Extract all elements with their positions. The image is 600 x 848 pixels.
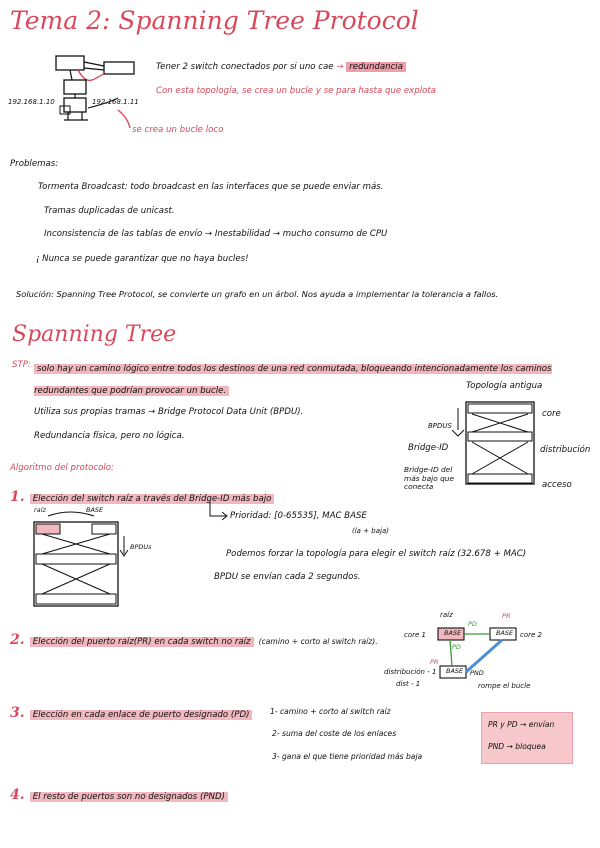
legend-line-1: PR y PD → envían <box>488 720 555 729</box>
topology-bpdus-label: BPDUS <box>428 422 452 430</box>
step-number: 2. <box>10 632 25 648</box>
step2-sw-label: BASE <box>444 629 462 637</box>
step-text: Elección del puerto raíz(PR) en cada switch no raíz <box>30 637 254 647</box>
problem-item: Tormenta Broadcast: todo broadcast en las interfaces que se puede enviar más. <box>38 182 384 192</box>
page-title: Tema 2: Spanning Tree Protocol <box>10 6 419 35</box>
step-4 <box>10 784 228 803</box>
topology-core-label: core <box>542 409 561 419</box>
ip-left-label: 192.168.1.10 <box>8 98 55 106</box>
step3-criteria: 2- suma del coste de los enlaces <box>272 729 397 738</box>
switch-icon <box>56 56 84 70</box>
step2-core1-label: core 1 <box>404 631 426 639</box>
step-text: Elección en cada enlace de puerto designado (PD) <box>30 710 253 720</box>
step-text: El resto de puertos son no designados (PND) <box>30 792 228 802</box>
step1-bpdus-label: BPDUs <box>130 543 152 551</box>
step2-pr-label: PR <box>502 612 511 620</box>
topology-dist-label: distribución <box>540 445 591 455</box>
stp-redundancy-text: Redundancia física, pero no lógica. <box>34 431 185 441</box>
stp-definition-highlight: solo hay un camino lógico entre todos los destinos de una red conmutada, bloqueando intencionadamente los caminos redundantes que podrían provocar un bucle. <box>34 364 552 396</box>
switch-icon <box>64 98 86 112</box>
switch-icon <box>104 62 134 74</box>
step-note: (camino + corto al switch raíz). <box>258 637 378 646</box>
stp-heading: Spanning Tree <box>12 322 177 347</box>
step2-core2-label: core 2 <box>520 631 542 639</box>
step3-criteria: 3- gana el que tiene prioridad más baja <box>272 752 423 761</box>
step1-priority-sub: (la + baja) <box>352 527 389 535</box>
step-number: 3. <box>10 705 25 721</box>
intro-redundancy-highlight: redundancia <box>346 62 406 72</box>
stp-bpdu-text: Utiliza sus propias tramas → Bridge Protocol Data Unit (BPDU). <box>34 407 304 417</box>
step2-pr-label-2: PR <box>430 658 439 666</box>
step-number: 1. <box>10 489 25 505</box>
step-text: Elección del switch raíz a través del Bridge-ID más bajo <box>30 494 275 504</box>
step-3 <box>10 702 252 721</box>
stp-label: STP: <box>12 360 31 370</box>
step2-dist2-label: dist - 1 <box>396 680 421 688</box>
problems-heading: Problemas: <box>10 159 59 169</box>
step1-raiz-label: raíz <box>34 506 46 514</box>
step1-priority: Prioridad: [0-65535], MAC BASE <box>230 511 367 521</box>
switch-icon <box>64 80 86 94</box>
intro-line-1: Tener 2 switch conectados por si uno cae → redundancia <box>156 63 406 73</box>
legend-line-2: PND → bloquea <box>488 742 546 751</box>
problem-item: ¡ Nunca se puede garantizar que no haya bucles! <box>36 254 249 264</box>
topology-access-label: acceso <box>542 480 572 490</box>
loop-note: se crea un bucle loco <box>132 125 224 135</box>
step1-bpdu-every: BPDU se envían cada 2 segundos. <box>214 572 361 582</box>
intro-line-1-text: Tener 2 switch conectados por si uno cae <box>156 62 334 72</box>
step1-diagram <box>20 506 150 616</box>
topology-title: Topología antigua <box>466 381 543 391</box>
step2-dist-label: distribución - 1 <box>384 668 437 676</box>
step1-force: Podemos forzar la topología para elegir el switch raíz (32.678 + MAC) <box>226 549 527 559</box>
solution-text: Solución: Spanning Tree Protocol, se convierte un grafo en un árbol. Nos ayuda a implementar la tolerancia a fallos. <box>16 289 499 299</box>
step2-pd-label: PD <box>468 620 477 628</box>
step2-sw-label: BASE <box>496 629 514 637</box>
problem-item: Inconsistencia de las tablas de envío → Inestabilidad → mucho consumo de CPU <box>44 229 388 239</box>
legend-box <box>481 712 573 764</box>
step2-raiz-label: raíz <box>440 611 453 619</box>
step3-criteria: 1- camino + corto al switch raíz <box>270 707 391 716</box>
step2-pd-label-2: PD <box>452 643 461 651</box>
step1-base-label: BASE <box>86 506 104 514</box>
algorithm-heading: Algoritmo del protocolo: <box>10 463 114 473</box>
problem-item: Tramas duplicadas de unicast. <box>44 206 175 216</box>
step-number: 4. <box>10 787 25 803</box>
step-1 <box>10 486 274 505</box>
intro-line-2: Con esta topología, se crea un bucle y se para hasta que explota <box>156 86 436 96</box>
arrow-icon <box>206 502 230 522</box>
topology-bridge-note: Bridge-ID del más bajo que conecta <box>404 465 454 492</box>
topology-bridge-id-label: Bridge-ID <box>408 443 449 453</box>
step2-pnd-label: PND <box>470 669 484 677</box>
ip-right-label: 192.168.1.11 <box>92 98 139 106</box>
step-2 <box>10 629 378 648</box>
step2-rompe-label: rompe el bucle <box>478 682 531 690</box>
step2-sw-label: BASE <box>446 667 464 675</box>
